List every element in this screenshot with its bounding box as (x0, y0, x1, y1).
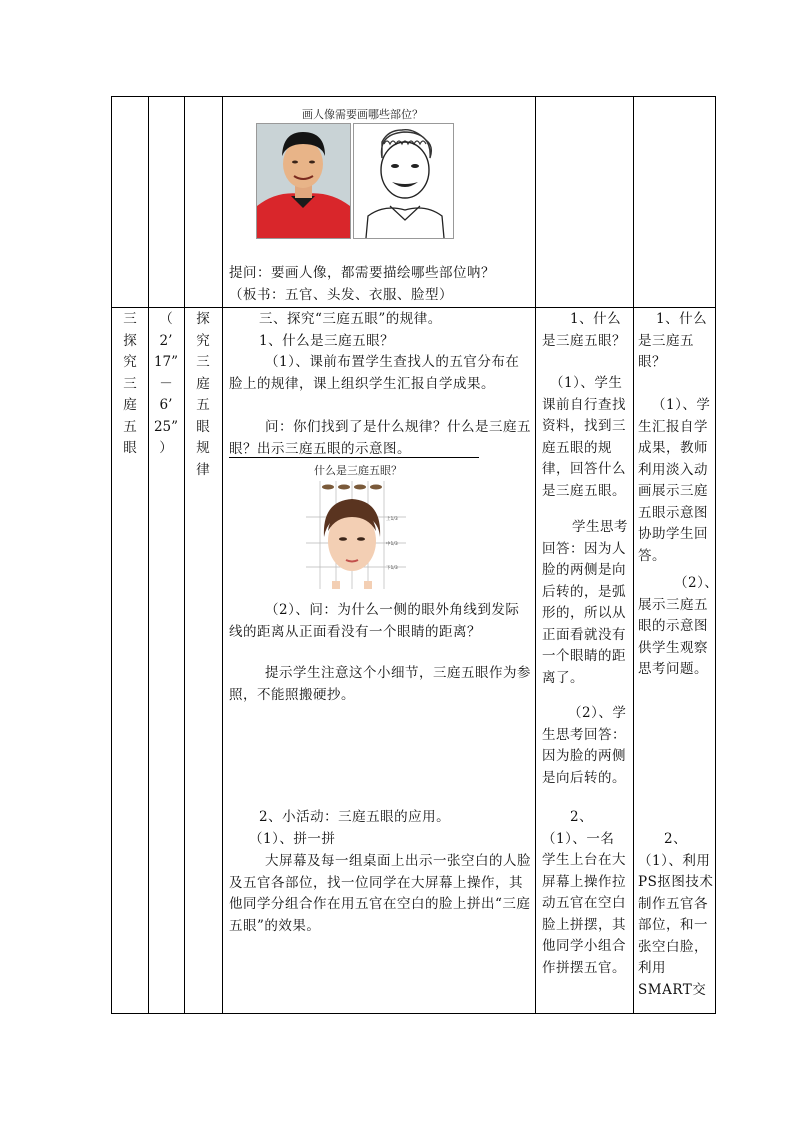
teacher-3: （2）、展示三庭五眼的示意图供学生观察思考问题。 (638, 575, 719, 677)
question-1: 1、什么是三庭五眼？ (259, 333, 395, 349)
col-divider (148, 97, 149, 1013)
portrait-caption: 画人像需要画哪些部位？ (302, 108, 423, 121)
time-column: （ 2’ 17” － 6’ 25” ） (153, 311, 179, 456)
three-five-diagram (306, 481, 412, 589)
student-2: （1）、学生课前自行查找资料，找到三庭五眼的规律，回答什么是三庭五眼。 (542, 375, 626, 499)
col-divider (535, 97, 536, 1013)
paragraph-1: （1）、课前布置学生查找人的五官分布在脸上的规律，课上组织学生汇报自学成果。 (229, 354, 520, 392)
student-4: （2）、学生思考回答：因为脸的两侧是向后转的。 (542, 705, 627, 786)
stage-column: 三 探 究 三 庭 五 眼 (123, 311, 137, 456)
teacher-2: （1）、学生汇报自学成果，教师利用淡入动画展示三庭五眼示意图协助学生回答。 (638, 397, 711, 564)
paragraph-3: （2）、问：为什么一侧的眼外角线到发际线的距离从正面看没有一个眼睛的距离？ (229, 602, 520, 640)
paragraph-2: 问：你们找到了是什么规律？什么是三庭五眼？出示三庭五眼的示意图。 (229, 419, 531, 457)
boy-sketch (353, 123, 454, 239)
paragraph-4: 提示学生注意这个小细节，三庭五眼作为参照，不能照搬硬抄。 (229, 665, 531, 703)
student-1: 1、什么是三庭五眼？ (542, 311, 626, 349)
diagram-label: 上1/3 (386, 517, 398, 522)
teacher-1: 1、什么是三庭五眼？ (638, 311, 708, 370)
figure-caption: 什么是三庭五眼？ (314, 464, 402, 477)
student-5: 2、（1）、一名学生上台在大屏幕上操作拉动五官在空白脸上拼摆，其他同学小组合作拼摆五官。 (542, 809, 626, 976)
col-divider (184, 97, 185, 1013)
underline (229, 457, 479, 458)
teacher-4: 2、（1）、利用PS抠图技术制作五官各部位，和一张空白脸，利用SMART交 (638, 831, 714, 998)
question-text: 提问：要画人像，都需要描绘哪些部位呐？ (229, 265, 495, 281)
section-heading: 三、探究“三庭五眼”的规律。 (259, 311, 442, 327)
boy-photo (256, 123, 351, 239)
activity-heading: 2、小活动：三庭五眼的应用。 (259, 809, 451, 825)
col-divider (633, 97, 634, 1013)
student-3: 学生思考回答：因为人脸的两侧是向后转的，是弧形的，所以从正面看就没有一个眼睛的距离了。 (542, 519, 628, 686)
board-note: （板书：五官、头发、衣服、脸型） (229, 287, 453, 303)
lesson-plan-table (111, 96, 719, 1014)
topic-column: 探 究 三 庭 五 眼 规 律 (196, 311, 210, 478)
diagram-label: 中1/3 (386, 542, 398, 547)
col-divider (222, 97, 223, 1013)
activity-description: 大屏幕及每一组桌面上出示一张空白的人脸及五官各部位，找一位同学在大屏幕上操作，其他同学分组合作在用五官在空白的脸上拼出“三庭五眼”的效果。 (229, 853, 531, 934)
activity-subheading: （1）、拼一拼 (249, 831, 336, 847)
row-divider (112, 307, 715, 308)
diagram-label: 下1/3 (386, 566, 398, 571)
